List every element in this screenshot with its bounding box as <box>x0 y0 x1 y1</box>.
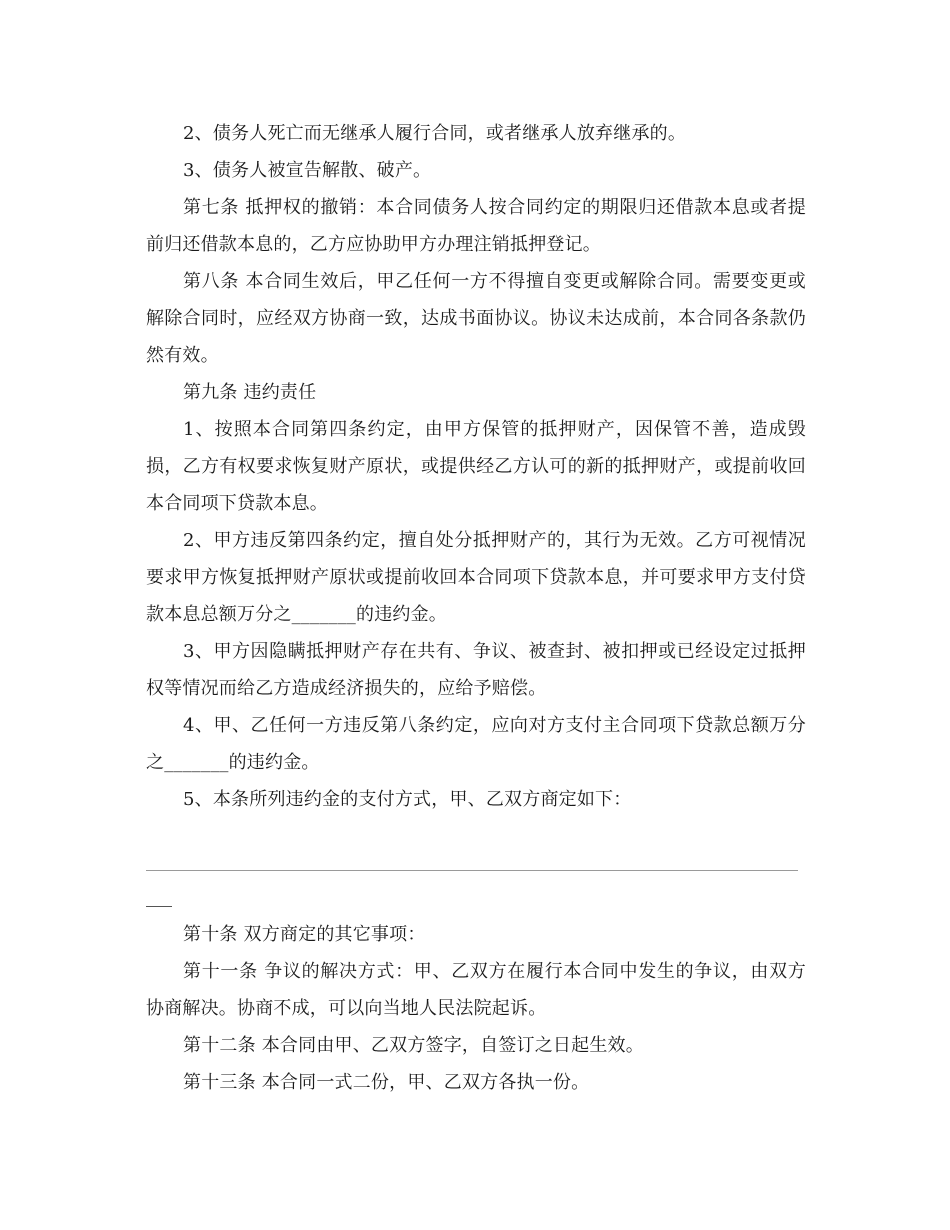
paragraph-clause-9-item-2: 2、甲方违反第四条约定，擅自处分抵押财产的，其行为无效。乙方可视情况要求甲方恢复抵押财产原状或提前收回本合同项下贷款本息，并可要求甲方支付贷款本息总额万分之_______的违约金。 <box>146 530 806 625</box>
fill-in-blank-area <box>146 818 806 854</box>
paragraph-clause-9-item-5: 5、本条所列违约金的支付方式，甲、乙双方商定如下： <box>183 789 632 810</box>
paragraph-clause-9-item-4: 4、甲、乙任何一方违反第八条约定，应向对方支付主合同项下贷款总额万分之_______的违约金。 <box>146 715 806 773</box>
paragraph-clause-13: 第十三条 本合同一式二份，甲、乙双方各执一份。 <box>183 1072 590 1093</box>
paragraph-clause-9-item-1: 1、按照本合同第四条约定，由甲方保管的抵押财产，因保管不善，造成毁损，乙方有权要求恢复财产原状，或提供经乙方认可的新的抵押财产，或提前收回本合同项下贷款本息。 <box>146 419 806 514</box>
paragraph-clause-6-item-3: 3、债务人被宣告解散、破产。 <box>183 160 432 181</box>
paragraph-clause-11: 第十一条 争议的解决方式：甲、乙双方在履行本合同中发生的争议，由双方协商解决。协商不成，可以向当地人民法院起诉。 <box>146 961 806 1019</box>
heading-clause-9: 第九条 违约责任 <box>183 382 317 403</box>
contract-body-lower <box>146 916 806 1101</box>
fill-in-line-block <box>146 854 806 916</box>
paragraph-clause-7: 第七条 抵押权的撤销：本合同债务人按合同约定的期限归还借款本息或者提前归还借款本息的，乙方应协助甲方办理注销抵押登记。 <box>146 197 806 255</box>
fill-in-line <box>146 870 798 871</box>
paragraph-clause-9-item-3: 3、甲方因隐瞒抵押财产存在共有、争议、被查封、被扣押或已经设定过抵押权等情况而给乙方造成经济损失的，应给予赔偿。 <box>146 641 806 699</box>
paragraph-clause-12: 第十二条 本合同由甲、乙双方签字，自签订之日起生效。 <box>183 1035 644 1056</box>
paragraph-clause-8: 第八条 本合同生效后，甲乙任何一方不得擅自变更或解除合同。需要变更或解除合同时，应经双方协商一致，达成书面协议。协议未达成前，本合同各条款仍然有效。 <box>146 271 806 366</box>
contract-body <box>146 115 806 1101</box>
heading-clause-10: 第十条 双方商定的其它事项： <box>183 924 426 945</box>
fill-in-line-continuation <box>146 906 172 907</box>
paragraph-clause-6-item-2: 2、债务人死亡而无继承人履行合同，或者继承人放弃继承的。 <box>183 123 687 144</box>
